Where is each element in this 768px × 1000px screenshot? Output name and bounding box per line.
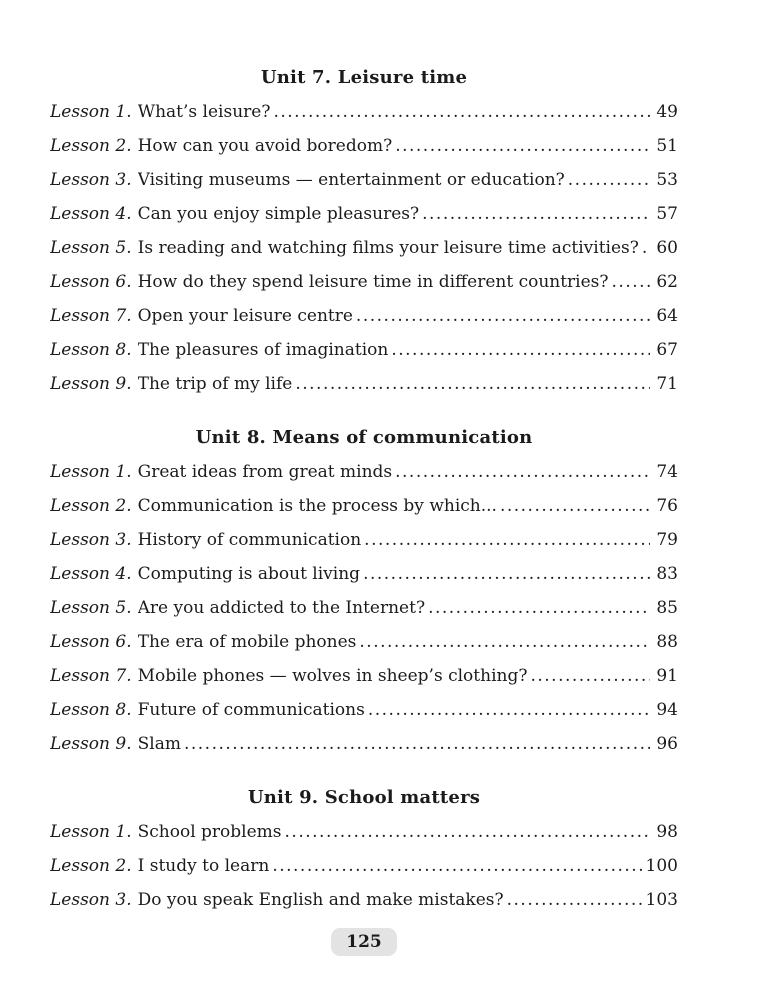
lesson-label: Lesson 9. — [50, 374, 132, 394]
dot-leader — [368, 693, 650, 727]
lesson-label: Lesson 2. — [50, 496, 132, 516]
lesson-title: History of communication — [137, 530, 362, 550]
dot-leader — [285, 815, 650, 849]
toc-entry — [50, 129, 678, 163]
lesson-label: Lesson 1. — [50, 822, 132, 842]
lesson-title: I study to learn — [137, 856, 270, 876]
lesson-label: Lesson 4. — [50, 204, 132, 224]
unit-section-7 — [50, 61, 678, 401]
dot-leader — [272, 849, 641, 883]
dot-leader — [395, 129, 650, 163]
lesson-page-number: 57 — [656, 204, 678, 224]
dot-leader — [363, 557, 650, 591]
lesson-title: Future of communications — [137, 700, 365, 720]
toc-entry — [50, 727, 678, 761]
toc-entry — [50, 693, 678, 727]
dot-leader — [273, 95, 650, 129]
lesson-label: Lesson 1. — [50, 462, 132, 482]
lesson-label: Lesson 7. — [50, 666, 132, 686]
toc-entry — [50, 367, 678, 401]
dot-leader — [364, 523, 650, 557]
lesson-page-number: 94 — [656, 700, 678, 720]
lesson-page-number: 53 — [656, 170, 678, 190]
lesson-page-number: 49 — [656, 102, 678, 122]
unit-title: Unit 8. Means of communication — [195, 427, 533, 448]
lesson-title: Do you speak English and make mistakes? — [137, 890, 504, 910]
dot-leader — [359, 625, 650, 659]
lesson-page-number: 83 — [656, 564, 678, 584]
toc-entry — [50, 455, 678, 489]
lesson-label: Lesson 3. — [50, 170, 132, 190]
dot-leader — [642, 231, 650, 265]
dot-leader — [395, 455, 650, 489]
dot-leader — [356, 299, 650, 333]
unit-section-9 — [50, 781, 678, 917]
lesson-page-number: 67 — [656, 340, 678, 360]
page-number-badge: 125 — [331, 928, 397, 956]
lesson-label: Lesson 7. — [50, 306, 132, 326]
lesson-page-number: 96 — [656, 734, 678, 754]
lesson-label: Lesson 6. — [50, 272, 132, 292]
lesson-label: Lesson 4. — [50, 564, 132, 584]
dot-leader — [530, 659, 650, 693]
lesson-page-number: 71 — [656, 374, 678, 394]
dot-leader — [428, 591, 650, 625]
lesson-title: What’s leisure? — [137, 102, 271, 122]
lesson-page-number: 62 — [656, 272, 678, 292]
lesson-page-number: 88 — [656, 632, 678, 652]
toc-entry — [50, 659, 678, 693]
lesson-page-number: 98 — [656, 822, 678, 842]
lesson-page-number: 103 — [645, 890, 678, 910]
dot-leader — [568, 163, 650, 197]
lesson-label: Lesson 3. — [50, 890, 132, 910]
dot-leader — [507, 883, 642, 917]
lesson-page-number: 60 — [656, 238, 678, 258]
lesson-label: Lesson 3. — [50, 530, 132, 550]
lesson-title: Is reading and watching films your leisure time activities? — [137, 238, 639, 258]
lesson-title: Great ideas from great minds — [137, 462, 393, 482]
toc-entry — [50, 265, 678, 299]
lesson-title: How can you avoid boredom? — [137, 136, 393, 156]
lesson-title: The trip of my life — [137, 374, 293, 394]
lesson-title: The pleasures of imagination — [137, 340, 389, 360]
lesson-page-number: 91 — [656, 666, 678, 686]
lesson-page-number: 51 — [656, 136, 678, 156]
lesson-page-number: 100 — [645, 856, 678, 876]
toc-entry — [50, 557, 678, 591]
lesson-title: Mobile phones — wolves in sheep’s clothing? — [137, 666, 528, 686]
lesson-label: Lesson 5. — [50, 598, 132, 618]
lesson-page-number: 85 — [656, 598, 678, 618]
lesson-label: Lesson 5. — [50, 238, 132, 258]
toc-entry — [50, 523, 678, 557]
lesson-title: Visiting museums — entertainment or education? — [137, 170, 565, 190]
unit-section-8 — [50, 421, 678, 761]
unit-title: Unit 7. Leisure time — [260, 67, 468, 88]
toc-entry — [50, 883, 678, 917]
toc-entry — [50, 231, 678, 265]
lesson-title: The era of mobile phones — [137, 632, 357, 652]
lesson-label: Lesson 2. — [50, 856, 132, 876]
lesson-label: Lesson 2. — [50, 136, 132, 156]
dot-leader — [500, 489, 650, 523]
toc-entry — [50, 625, 678, 659]
dot-leader — [391, 333, 650, 367]
lesson-page-number: 76 — [656, 496, 678, 516]
lesson-title: Are you addicted to the Internet? — [137, 598, 426, 618]
page-footer — [50, 928, 678, 956]
lesson-label: Lesson 8. — [50, 340, 132, 360]
lesson-label: Lesson 9. — [50, 734, 132, 754]
dot-leader — [612, 265, 650, 299]
toc-entry — [50, 849, 678, 883]
dot-leader — [422, 197, 650, 231]
dot-leader — [295, 367, 650, 401]
lesson-page-number: 74 — [656, 462, 678, 482]
toc-entry — [50, 197, 678, 231]
lesson-title: Computing is about living — [137, 564, 361, 584]
unit-title: Unit 9. School matters — [247, 787, 481, 808]
toc-entry — [50, 95, 678, 129]
toc-entry — [50, 333, 678, 367]
toc-entry — [50, 299, 678, 333]
dot-leader — [184, 727, 650, 761]
lesson-title: Communication is the process by which... — [137, 496, 497, 516]
toc-entry — [50, 163, 678, 197]
lesson-label: Lesson 6. — [50, 632, 132, 652]
lesson-title: How do they spend leisure time in different countries? — [137, 272, 609, 292]
lesson-title: School problems — [137, 822, 282, 842]
toc-entry — [50, 815, 678, 849]
lesson-label: Lesson 8. — [50, 700, 132, 720]
lesson-title: Open your leisure centre — [137, 306, 353, 326]
toc-entry — [50, 489, 678, 523]
toc-entry — [50, 591, 678, 625]
lesson-title: Can you enjoy simple pleasures? — [137, 204, 420, 224]
lesson-label: Lesson 1. — [50, 102, 132, 122]
lesson-page-number: 64 — [656, 306, 678, 326]
lesson-page-number: 79 — [656, 530, 678, 550]
lesson-title: Slam — [137, 734, 181, 754]
